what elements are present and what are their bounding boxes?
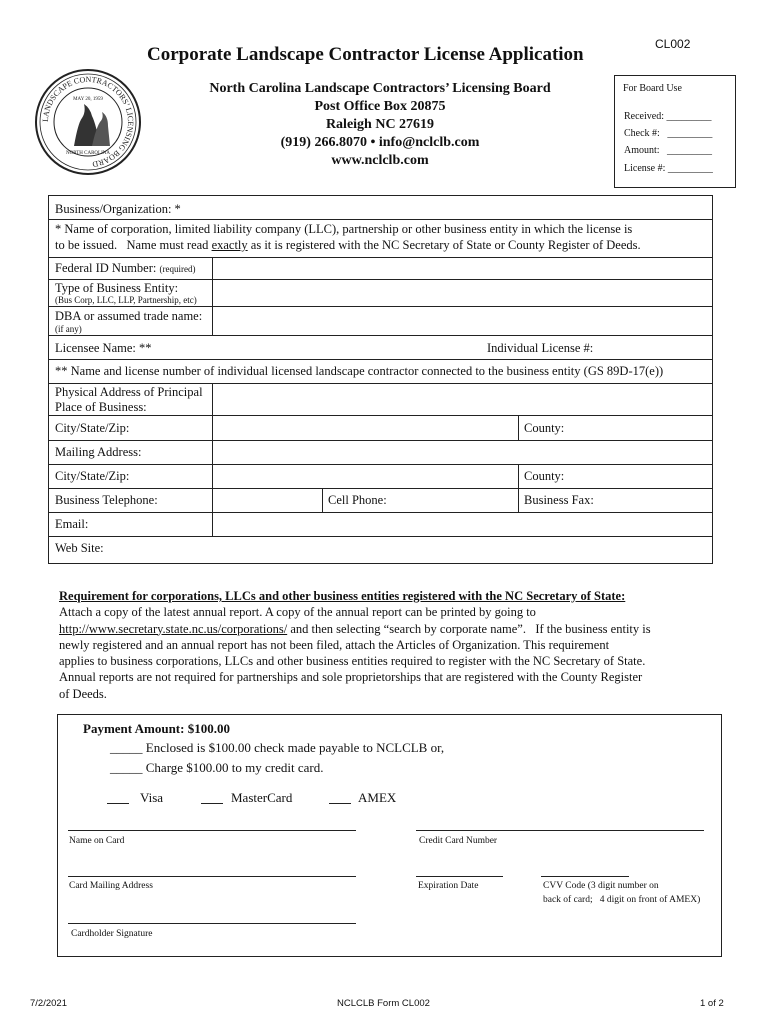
cardholder-signature-label: Cardholder Signature <box>71 929 153 939</box>
board-contact: (919) 266.8070 • info@nclclb.com <box>280 135 480 150</box>
dba-input[interactable] <box>214 310 709 328</box>
credit-card-number-label: Credit Card Number <box>419 836 498 846</box>
mailing-city-state-zip-label: City/State/Zip: <box>55 469 130 483</box>
board-seal <box>34 68 142 176</box>
county-input[interactable] <box>572 418 709 436</box>
mailing-county-input[interactable] <box>572 467 709 485</box>
board-use-license: License #: _________ <box>624 163 713 174</box>
business-telephone-label: Business Telephone: <box>55 493 158 507</box>
business-fax-input[interactable] <box>602 491 709 509</box>
footer-page-number: 1 of 2 <box>700 998 724 1009</box>
footer-form-code: NCLCLB Form CL002 <box>337 998 430 1009</box>
requirement-line3: newly registered and an annual report has not been filed, attach the Articles of Organization. This requirement <box>59 637 610 652</box>
physical-address-input[interactable] <box>214 390 709 408</box>
website-label: Web Site: <box>55 541 104 555</box>
board-use-box <box>614 75 736 188</box>
mailing-city-state-zip-input[interactable] <box>214 467 514 485</box>
note-business-name-line1: * Name of corporation, limited liability company (LLC), partnership or other business entity in which the license is <box>55 222 633 236</box>
seal-inner-text: NORTH CAROLINA <box>65 151 111 156</box>
board-use-check: Check #: _________ <box>624 128 713 139</box>
cvv-code-input[interactable] <box>541 857 629 875</box>
federal-id-label: Federal ID Number: (required) <box>55 261 196 275</box>
licensee-name-label: Licensee Name: ** <box>55 341 152 355</box>
expiration-date-label: Expiration Date <box>418 881 479 891</box>
payment-amount-title: Payment Amount: $100.00 <box>83 721 230 736</box>
cvv-code-label-line2: back of card; 4 digit on front of AMEX) <box>543 895 701 905</box>
board-website: www.nclclb.com <box>331 153 429 168</box>
county-label: County: <box>524 421 565 435</box>
board-info <box>185 80 575 170</box>
entity-type-hint: (Bus Corp, LLC, LLP, Partnership, etc) <box>55 295 197 305</box>
amex-option[interactable]: AMEX <box>358 790 397 805</box>
seal-date: MAY 20, 1959 <box>73 97 103 102</box>
requirement-heading: Requirement for corporations, LLCs and other business entities registered with the NC Secretary of State: <box>59 589 626 603</box>
mastercard-option[interactable]: MasterCard <box>231 790 293 805</box>
requirement-section <box>59 588 651 702</box>
business-fax-label: Business Fax: <box>524 493 594 507</box>
dba-hint: (if any) <box>55 324 82 334</box>
card-mailing-address-label: Card Mailing Address <box>69 881 153 891</box>
individual-license-label: Individual License #: <box>487 341 594 355</box>
entity-type-label: Type of Business Entity: <box>55 281 179 295</box>
cell-phone-input[interactable] <box>395 491 514 509</box>
name-on-card-label: Name on Card <box>69 836 125 846</box>
requirement-line4: applies to business corporations, LLCs and other business entities required to register with the NC Secretary of State. <box>59 654 646 669</box>
form-code: CL002 <box>655 37 691 51</box>
dba-label: DBA or assumed trade name: <box>55 309 203 323</box>
email-label: Email: <box>55 517 89 531</box>
physical-address-label-line1: Physical Address of Principal <box>55 385 203 399</box>
mailing-county-label: County: <box>524 469 565 483</box>
requirement-line5: Annual reports are not required for partnerships and sole proprietorships that are registered with the County Register <box>59 670 643 685</box>
requirement-line1: Attach a copy of the latest annual report. A copy of the annual report can be printed by going to <box>59 605 536 620</box>
payment-check-option[interactable]: _____ Enclosed is $100.00 check made payable to NCLCLB or, <box>110 740 445 755</box>
board-name: North Carolina Landscape Contractors’ Licensing Board <box>209 81 551 96</box>
footer-date: 7/2/2021 <box>30 998 67 1009</box>
payment-card-option[interactable]: _____ Charge $100.00 to my credit card. <box>110 760 324 775</box>
board-use-title: For Board Use <box>623 83 682 94</box>
licensee-name-input[interactable] <box>170 338 480 356</box>
note-business-name-line2: to be issued. Name must read exactly as it is registered with the NC Secretary of State or County Register of Deeds. <box>55 238 641 252</box>
note-licensee: ** Name and license number of individual licensed landscape contractor connected to the business entity (GS 89D-17(e)) <box>55 364 664 378</box>
po-box: Post Office Box 20875 <box>314 99 446 114</box>
business-org-label: Business/Organization: * <box>55 202 181 216</box>
cardholder-signature-input[interactable] <box>68 904 356 922</box>
mailing-address-input[interactable] <box>214 443 709 461</box>
card-mailing-address-input[interactable] <box>68 857 356 875</box>
requirement-line2: http://www.secretary.state.nc.us/corporations/ and then selecting “search by corporate name”. If the business entity is <box>59 621 651 636</box>
name-on-card-input[interactable] <box>68 811 356 829</box>
seal-outer-text: LANDSCAPE CONTRACTORS’ LICENSING BOARD <box>40 74 136 169</box>
entity-type-input[interactable] <box>214 282 709 300</box>
email-input[interactable] <box>214 515 709 533</box>
corporations-link[interactable]: http://www.secretary.state.nc.us/corporations/ <box>59 621 288 636</box>
city-state-zip-label: City/State/Zip: <box>55 421 130 435</box>
expiration-date-input[interactable] <box>416 857 503 875</box>
physical-address-label-line2: Place of Business: <box>55 400 147 414</box>
cvv-code-label-line1: CVV Code (3 digit number on <box>543 881 659 891</box>
board-use-received: Received: _________ <box>624 111 712 122</box>
cell-phone-label: Cell Phone: <box>328 493 387 507</box>
city-state-zip-input[interactable] <box>214 418 514 436</box>
website-input[interactable] <box>214 539 709 557</box>
page-title: Corporate Landscape Contractor License Application <box>147 44 584 65</box>
federal-id-input[interactable] <box>214 259 709 277</box>
credit-card-number-input[interactable] <box>416 811 704 829</box>
business-telephone-input[interactable] <box>214 491 318 509</box>
board-use-amount: Amount: _________ <box>624 145 713 156</box>
requirement-line6: of Deeds. <box>59 686 107 701</box>
visa-option[interactable]: Visa <box>140 790 164 805</box>
board-city: Raleigh NC 27619 <box>325 117 435 132</box>
individual-license-input[interactable] <box>602 338 709 356</box>
mailing-address-label: Mailing Address: <box>55 445 142 459</box>
